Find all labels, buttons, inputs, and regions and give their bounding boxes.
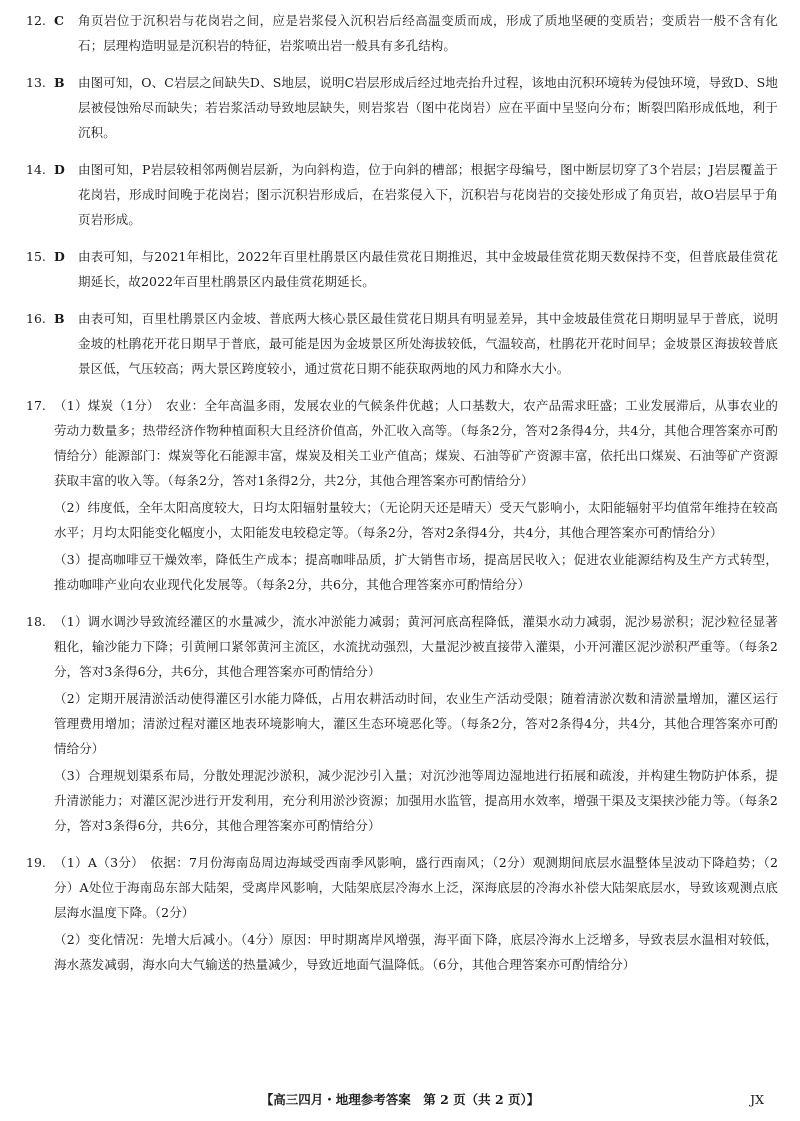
answer-list <box>26 8 778 977</box>
answer-body <box>78 157 778 232</box>
answer-paragraph: （2）变化情况：先增大后减小。（4分）原因：甲时期离岸风增强，海平面下降，底层冷海水上泛增多，导致表层水温相对较低，海水蒸发减弱，海水向大气输送的热量减少，导致近地面气温降低。（6分，其他合理答案亦可酌情给分） <box>54 932 778 972</box>
answer-paragraph: 由表可知，百里杜鹃景区内金坡、普底两大核心景区最佳赏花日期具有明显差异，其中金坡最佳赏花日期明显早于普底，说明金坡的杜鹃花开花日期早于普底，最可能是因为金坡景区所处海拔较低，气温较高，杜鹃花开花时间早；金坡景区海拔较普底景区低，气压较高；两大景区跨度较小，通过赏花日期不能获取两地的风力和降水大小。 <box>78 311 778 376</box>
answer-item <box>26 850 778 977</box>
answer-item <box>26 609 778 838</box>
answer-item <box>26 157 778 232</box>
answer-paragraph: （1）A（3分） 依据：7月份海南岛周边海域受西南季风影响，盛行西南风；（2分）观测期间底层水温整体呈波动下降趋势；（2分）A处位于海南岛东部大陆架，受离岸风影响，大陆架底层冷海水上泛，深海底层的冷海水补偿大陆架底层水，导致该观测点底层海水温度下降。（2分） <box>54 855 778 920</box>
answer-body <box>78 306 778 381</box>
answer-item <box>26 244 778 294</box>
answer-letter: D <box>54 162 65 177</box>
answer-body <box>54 393 778 597</box>
answer-paragraph: （3）合理规划渠系布局，分散处理泥沙淤积，减少泥沙引入量；对沉沙池等周边湿地进行拓展和疏浚，并构建生物防护体系，提升清淤能力；对灌区泥沙进行开发利用，充分利用淤沙资源；加强用水监管，提高用水效率，增强干渠及支渠挟沙能力等。（每条2分，答对3条得6分，共6分，其他合理答案亦可酌情给分） <box>54 768 778 833</box>
answer-body <box>78 70 778 145</box>
footer-code: JX <box>750 1092 764 1107</box>
answer-paragraph: 由图可知，O、C岩层之间缺失D、S地层，说明C岩层形成后经过地壳抬升过程，该地由沉积环境转为侵蚀环境，导致D、S地层被侵蚀殆尽而缺失；若岩浆活动导致地层缺失，则岩浆岩（图中花岗岩）应在平面中呈竖向分布；断裂凹陷形成低地，利于沉积。 <box>78 75 778 140</box>
question-number: 19. <box>26 855 46 870</box>
answer-paragraph: （3）提高咖啡豆干燥效率，降低生产成本；提高咖啡品质，扩大销售市场，提高居民收入；促进农业能源结构及生产方式转型，推动咖啡产业向农业现代化发展等。（每条2分，共6分，其他合理答案亦可酌情给分） <box>54 552 778 592</box>
answer-body <box>78 244 778 294</box>
question-number: 12. <box>26 13 46 28</box>
question-number: 18. <box>26 614 46 629</box>
answer-letter: C <box>54 13 64 28</box>
answer-paragraph: 由图可知，P岩层较相邻两侧岩层新，为向斜构造，位于向斜的槽部；根据字母编号，图中断层切穿了3个岩层；J岩层覆盖于花岗岩，形成时间晚于花岗岩；图示沉积岩形成后，在岩浆侵入下，沉积岩与花岗岩的交接处形成了角页岩，故O岩层早于角页岩形成。 <box>78 162 778 227</box>
answer-item <box>26 306 778 381</box>
answer-item <box>26 393 778 597</box>
answer-paragraph: （1）煤炭（1分） 农业：全年高温多雨，发展农业的气候条件优越；人口基数大，农产品需求旺盛；工业发展滞后，从事农业的劳动力数量多；热带经济作物种植面积大且经济价值高，外汇收入高等。（每条2分，答对2条得4分，共4分，其他合理答案亦可酌情给分）能源部门：煤炭等化石能源丰富，煤炭及相关工业产值高；煤炭、石油等矿产资源丰富，依托出口煤炭、石油等矿产资源获取丰富的收入等。（每条2分，答对1条得2分，共2分，其他合理答案亦可酌情给分） <box>54 398 778 488</box>
answer-letter: B <box>54 75 65 90</box>
question-number: 17. <box>26 398 46 413</box>
question-number: 13. <box>26 75 46 90</box>
answer-body <box>54 609 778 838</box>
answer-paragraph: （2）定期开展清淤活动使得灌区引水能力降低，占用农耕活动时间，农业生产活动受限；随着清淤次数和清淤量增加，灌区运行管理费用增加；清淤过程对灌区地表环境影响大，灌区生态环境恶化等。（每条2分，答对2条得4分，共4分，其他合理答案亦可酌情给分） <box>54 691 778 756</box>
answer-letter: D <box>54 249 65 264</box>
answer-item <box>26 8 778 58</box>
question-number: 15. <box>26 249 46 264</box>
answer-paragraph: （2）纬度低，全年太阳高度较大，日均太阳辐射量较大；（无论阴天还是晴天）受天气影响小，太阳能辐射平均值常年维持在较高水平；月均太阳能变化幅度小，太阳能发电较稳定等。（每条2分，答对2条得4分，共4分，其他合理答案亦可酌情给分） <box>54 500 778 540</box>
question-number: 16. <box>26 311 46 326</box>
answer-letter: B <box>54 311 65 326</box>
answer-body <box>78 8 778 58</box>
answer-paragraph: 由表可知，与2021年相比，2022年百里杜鹃景区内最佳赏花日期推迟，其中金坡最佳赏花期天数保持不变，但普底最佳赏花期延长，故2022年百里杜鹃景区内最佳赏花期延长。 <box>78 249 778 289</box>
answer-item <box>26 70 778 145</box>
answer-paragraph: 角页岩位于沉积岩与花岗岩之间，应是岩浆侵入沉积岩后经高温变质而成，形成了质地坚硬的变质岩；变质岩一般不含有化石；层理构造明显是沉积岩的特征，岩浆喷出岩一般具有多孔结构。 <box>78 13 778 53</box>
footer-title: 【高三四月・地理参考答案 第 2 页（共 2 页）】 <box>260 1092 540 1107</box>
answer-body <box>54 850 778 977</box>
answer-paragraph: （1）调水调沙导致流经灌区的水量减少，流水冲淤能力减弱；黄河河底高程降低，灌渠水动力减弱，泥沙易淤积；泥沙粒径显著粗化，输沙能力下降；引黄闸口紧邻黄河主流区，水流扰动强烈，大量泥沙被直接带入灌渠，小开河灌区泥沙淤积严重等。（每条2分，答对3条得6分，共6分，其他合理答案亦可酌情给分） <box>54 614 778 679</box>
question-number: 14. <box>26 162 46 177</box>
page-footer <box>0 1090 800 1110</box>
